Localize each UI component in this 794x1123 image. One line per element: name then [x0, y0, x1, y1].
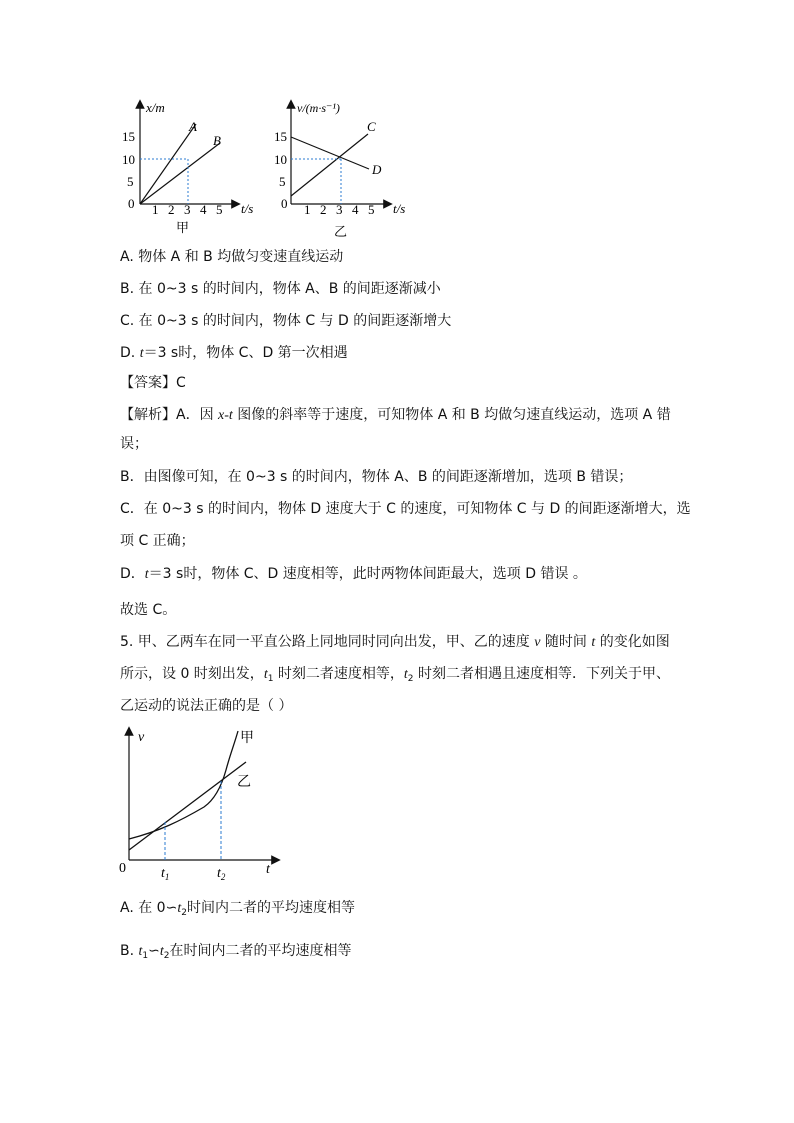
yi-caption: 乙 — [334, 225, 348, 240]
jia-y-label: x/m — [146, 100, 165, 115]
figure-xt-vt — [0, 0, 794, 250]
yi-ytick-5: 5 — [279, 174, 286, 189]
q5-curve-jia — [129, 731, 238, 839]
q5-x-label: t — [266, 862, 270, 877]
q4-analysis-line-1: 【解析】A．因 x-t 图像的斜率等于速度，可知物体 A 和 B 均做匀速直线运动，选项 A 错 — [120, 407, 671, 423]
q5-option-b: B. $t_1∽t_2$在时间内二者的平均速度相等 — [120, 943, 352, 961]
q5-stem-line-1: 5. 甲、乙两车在同一平直公路上同地同时同向出发，甲、乙的速度 v 随时间 t 的变化如图 — [120, 634, 670, 650]
q5-tick-t1: $t_1$ — [161, 866, 170, 882]
q4-option-b: B. 在 0~3 s 的时间内，物体 A、B 的间距逐渐减小 — [120, 281, 441, 297]
chart-yi — [274, 101, 405, 240]
jia-caption: 甲 — [176, 221, 190, 236]
jia-xtick-1: 1 — [152, 202, 159, 217]
q5-label-yi: 乙 — [237, 774, 251, 790]
q4-analysis-line-6: D．t＝3 s时，物体 C、D 速度相等，此时两物体间距最大，选项 D 错误 。 — [120, 566, 587, 582]
q4-analysis-line-5: 项 C 正确； — [120, 533, 195, 549]
answer-value: C — [176, 375, 186, 391]
q4-conclusion: 故选 C。 — [120, 602, 177, 618]
jia-x-label: t/s — [241, 201, 254, 216]
figure-q5-vt — [0, 725, 794, 895]
yi-xtick-5: 5 — [368, 202, 375, 217]
jia-line-b — [140, 143, 220, 204]
yi-xtick-2: 2 — [320, 202, 327, 217]
q5-option-a: A. 在 $0∽t_2$时间内二者的平均速度相等 — [120, 900, 355, 918]
yi-line-c — [291, 134, 368, 196]
q4-analysis-line-2: 误； — [120, 436, 148, 452]
yi-ytick-10: 10 — [274, 152, 287, 167]
yi-label-d: D — [372, 162, 382, 177]
yi-xtick-4: 4 — [352, 202, 359, 217]
q5-origin: 0 — [119, 861, 126, 876]
q5-tick-t2: $t_2$ — [217, 866, 226, 882]
jia-ytick-5: 5 — [127, 174, 134, 189]
q5-line-yi — [129, 762, 246, 850]
yi-x-label: t/s — [393, 201, 406, 216]
yi-ytick-15: 15 — [274, 129, 287, 144]
q4-option-c: C. 在 0~3 s 的时间内，物体 C 与 D 的间距逐渐增大 — [120, 313, 452, 329]
q5-y-label: v — [138, 730, 145, 745]
jia-xtick-4: 4 — [200, 202, 207, 217]
q4-option-d: D. t＝3 s时，物体 C、D 第一次相遇 — [120, 345, 348, 361]
q4-answer — [120, 373, 186, 393]
answer-label: 【答案】 — [120, 375, 176, 391]
yi-xtick-1: 1 — [304, 202, 311, 217]
jia-xtick-3: 3 — [184, 202, 191, 217]
chart-jia — [122, 100, 253, 236]
yi-y-label: v/(m·s⁻¹) — [297, 101, 340, 115]
jia-ytick-10: 10 — [122, 152, 135, 167]
yi-xtick-3: 3 — [336, 202, 343, 217]
analysis-label: 【解析】 — [120, 407, 176, 423]
jia-xtick-2: 2 — [168, 202, 175, 217]
jia-ytick-0: 0 — [128, 196, 135, 211]
q4-option-a: A. 物体 A 和 B 均做匀变速直线运动 — [120, 249, 344, 265]
q4-analysis-line-4: C．在 0~3 s 的时间内，物体 D 速度大于 C 的速度，可知物体 C 与 D 的间距逐渐增大，选 — [120, 501, 691, 517]
jia-label-b: B — [213, 133, 221, 148]
yi-ytick-0: 0 — [281, 196, 288, 211]
q5-stem-line-3: 乙运动的说法正确的是（ ） — [120, 698, 293, 714]
yi-label-c: C — [367, 119, 376, 134]
q5-label-jia: 甲 — [240, 730, 254, 746]
q5-stem-line-2: 所示，设 0 时刻出发，$t_1$ 时刻二者速度相等，$t_2$ 时刻二者相遇且速度相等．下列关于甲、 — [120, 666, 670, 684]
q4-analysis-line-3: B．由图像可知，在 0~3 s 的时间内，物体 A、B 的间距逐渐增加，选项 B 错误； — [120, 469, 633, 485]
jia-ytick-15: 15 — [122, 129, 135, 144]
jia-xtick-5: 5 — [216, 202, 223, 217]
jia-label-a: A — [189, 119, 197, 134]
